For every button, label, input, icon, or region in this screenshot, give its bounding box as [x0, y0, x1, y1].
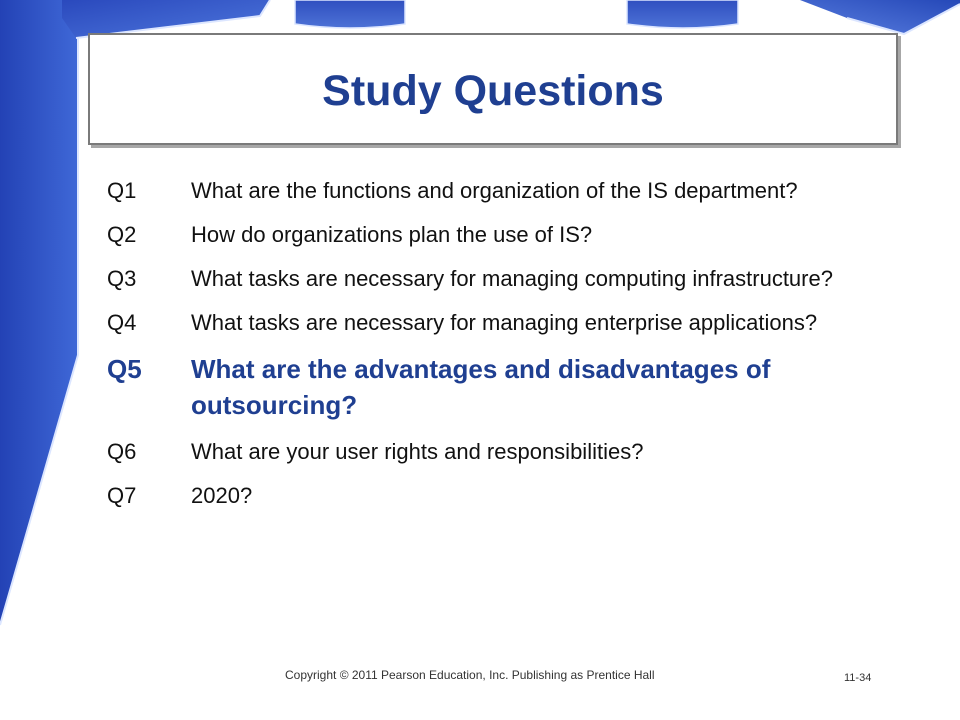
question-text-q1: What are the functions and organization of the IS department? — [191, 178, 798, 203]
slide-number: 11-34 — [844, 672, 872, 684]
question-row-q2 — [107, 219, 897, 250]
top-center-left-tab — [295, 0, 405, 28]
question-number-q1: Q1 — [107, 178, 137, 203]
question-row-q1 — [107, 175, 897, 206]
question-number-q3: Q3 — [107, 266, 137, 291]
question-text-q5: What are the advantages and disadvantages of outsourcing? — [191, 354, 771, 420]
question-text-q6: What are your user rights and responsibilities? — [191, 439, 644, 464]
question-number-q6: Q6 — [107, 439, 137, 464]
slide-title: Study Questions — [322, 66, 664, 115]
study-questions-list — [107, 175, 897, 524]
question-text-q4: What tasks are necessary for managing enterprise applications? — [191, 310, 818, 335]
question-row-q3 — [107, 263, 897, 294]
left-vertical-wing-shape — [0, 0, 78, 625]
question-text-q3: What tasks are necessary for managing computing infrastructure? — [191, 266, 833, 291]
question-number-q4: Q4 — [107, 310, 137, 335]
question-row-q7 — [107, 480, 897, 511]
question-row-q5-active — [107, 351, 897, 423]
question-row-q4 — [107, 307, 897, 338]
question-text-q2: How do organizations plan the use of IS? — [191, 222, 593, 247]
copyright-notice: Copyright © 2011 Pearson Education, Inc. Publishing as Prentice Hall — [285, 668, 655, 682]
question-number-q5: Q5 — [107, 354, 142, 384]
question-number-q2: Q2 — [107, 222, 137, 247]
title-frame — [88, 33, 898, 145]
question-number-q7: Q7 — [107, 483, 137, 508]
question-text-q7: 2020? — [191, 483, 253, 508]
top-center-right-tab — [627, 0, 738, 28]
question-row-q6 — [107, 436, 897, 467]
